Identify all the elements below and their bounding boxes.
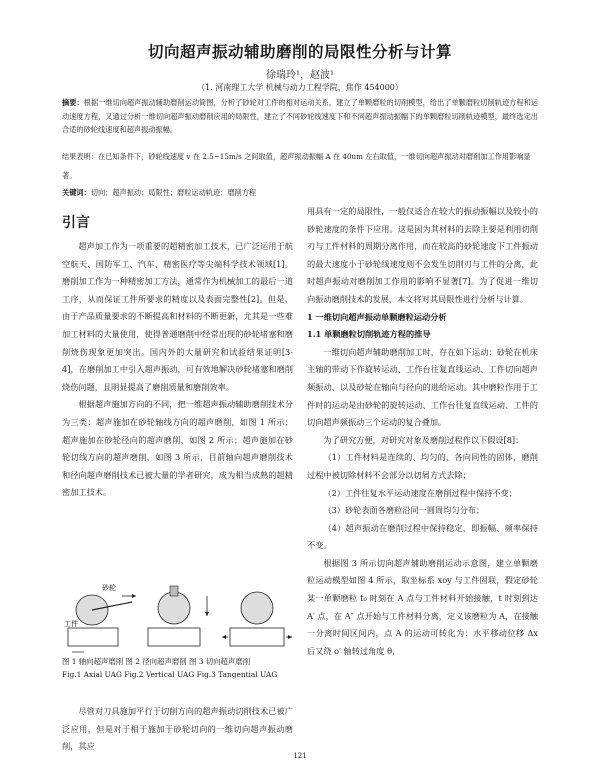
authors: 徐瑞玲¹，赵波¹ — [265, 70, 335, 81]
intro-paragraph-3: 尽管对刀具施加平行于切削方向的超声振动切削技术已被广泛应用，但是对于相于施加于砂轮切向的一维切向超声振动磨削，其应 — [62, 706, 293, 752]
section-heading-1: 1 一维切向超声振动单颗磨粒运动分析 — [307, 311, 447, 322]
intro-paragraph-1: 超声加工作为一项重要的超精密加工技术，已广泛运用于航空航天、国防军工、汽车、精密医疗等尖端科学技术领域[1]。磨削加工作为一种精密加工方法，通常作为机械加工的最后一道工序，从而保证工件所要求的精度以及表面完整性[2]。但是，由于产品质量要求的不断提高和材料的不断更新，尤其是一些难加工材料的大量使用，使得普通磨削中经常出现的砂轮堵塞和磨削烧伤现象更加突出。国内外的大量研究和试验结果证明[3-4]，在磨削加工中引入超声振动，可有效地解决砂轮堵塞和磨削烧伤问题，且明显提高了磨削质量和磨削效率。 — [62, 241, 293, 392]
abstract-text: 根据一维切向超声振动辅助磨削运动简图，分析了砂轮对工件的相对运动关系，建立了单颗磨粒的切削模型，给出了单颗磨粒切削轨迹方程和运动速度方程，又通过分析一维切向超声振动磨削应用的局限性，建立了不同砂轮线速度下和不同超声振动振幅下的单颗磨粒切削轨迹模型，最终选定出合适的砂轮线速度和超声振动振幅。 — [62, 98, 538, 134]
keywords — [62, 188, 538, 198]
figure-label-grinding-wheel: 砂轮 — [102, 584, 116, 592]
paper-title: 切向超声振动辅助磨削的局限性分析与计算 — [147, 42, 452, 61]
figure-caption-en: Fig.1 Axial UAG Fig.2 Vertical UAG Fig.3 Tangential UAG — [62, 670, 278, 679]
figures-1-3 — [62, 582, 293, 654]
right-paragraph-2: 为了研究方便，对研究对象及磨削过程作以下假设[8]： — [323, 434, 524, 445]
intro-paragraph-2: 根据超声施加方向的不同，把一维超声振动辅助磨削技术分为三类：超声施加在砂轮轴线方向的超声磨削，如图 1 所示；超声施加在砂轮径向的超声磨削，如图 2 所示；超声施加在砂轮切线方向的超声磨削，如图 3 所示，目前轴向超声磨削技术和径向超声磨削技术已被大量的学者研究，成为相当成熟的超精密加工技术。 — [62, 399, 293, 498]
assumption-4: （4）超声振动在磨削过程中保持稳定，即振幅、频率保持不变。 — [307, 522, 538, 551]
assumption-1: （1）工件材料是连续的、均匀的、各向同性的固体，磨削过程中被切除材料不会部分以切屑方式去除； — [307, 452, 538, 480]
figure-1-diagram — [68, 594, 136, 652]
assumption-2: （2）工件往复水平运动速度在磨削过程中保持不变； — [323, 487, 517, 498]
figure-2-diagram — [148, 586, 209, 646]
conclusion-note: 结果表明：在已知条件下，砂轮线速度 v 在 2.5~15m/s 之间取值，超声振动振幅 A 在 40um 左右取值，一维切向超声振动对磨削加工作用影响显著。 — [62, 152, 531, 180]
keywords-label: 关键词： — [62, 188, 91, 197]
right-paragraph-1: 一维切向超声辅助磨削加工时，存在如下运动：砂轮在机床主轴的带动下作旋转运动、工作台往复直线运动、工件切向超声频振动、以及砂轮在轴向与径向的进给运动。其中磨粒作用于工件时的运动是由砂轮的旋转运动、工作台往复直线运动、工件的切向超声频振动三个运动的复合叠加。 — [307, 346, 538, 428]
left-column-bottom — [62, 703, 293, 756]
intro-heading: 引言 — [62, 215, 90, 231]
left-column-top — [62, 238, 293, 502]
figure-label-workpiece: 工件 — [64, 620, 78, 628]
abstract — [62, 96, 538, 137]
figure-caption-cn: 图 1 轴向超声磨削 图 2 径向超声磨削 图 3 切向超声磨削 — [62, 657, 251, 666]
abstract-label: 摘要： — [62, 98, 84, 107]
assumption-3: （3）砂轮表面各磨粒沿同一圆周均匀分布； — [323, 505, 485, 516]
affiliation: （1. 河南理工大学 机械与动力工程学院，焦作 454000） — [197, 83, 403, 92]
section-heading-1-1: 1.1 单颗磨粒切削轨迹方程的推导 — [307, 329, 431, 340]
right-paragraph-0: 用具有一定的局限性，一般仅适合在较大的振动振幅以及较小的砂轮速度的条件下应用。这是因为其材料的去除主要是利用切削刃与工件材料的周期分离作用，而在较高的砂轮速度下工件振动的最大速度小于砂轮线速度则不会发生切削刃与工件的分离，此时超声振动对磨削加工作用的影响不显著[7]。为了促进一维切向振动磨削技术的发展，本文将对其局限性进行分析与计算。 — [307, 206, 538, 304]
keywords-text: 切向；超声振动；局限性；磨粒运动轨迹；磨削方程 — [90, 188, 257, 197]
figure-caption — [62, 655, 293, 681]
page-number: 121 — [293, 752, 307, 760]
right-column — [307, 203, 538, 660]
right-paragraph-7: 根据图 3 所示切向超声辅助磨削运动示意图，建立单颗磨粒运动模型如图 4 所示，取坐标系 xoy 与工件固联，假定砂轮某一单颗磨粒 t₀ 时刻在 A 点与工件材料开始接触，t 时刻到达 A′ 点，在 A″ 点开始与工件材料分离，定义该磨粒为 A，在接触一分离时间区间内，点 A 的运动可转化为：水平移动位移 Δx 后又绕 o′ 轴转过角度 θ， — [307, 557, 538, 656]
figure-3-diagram — [222, 592, 292, 646]
